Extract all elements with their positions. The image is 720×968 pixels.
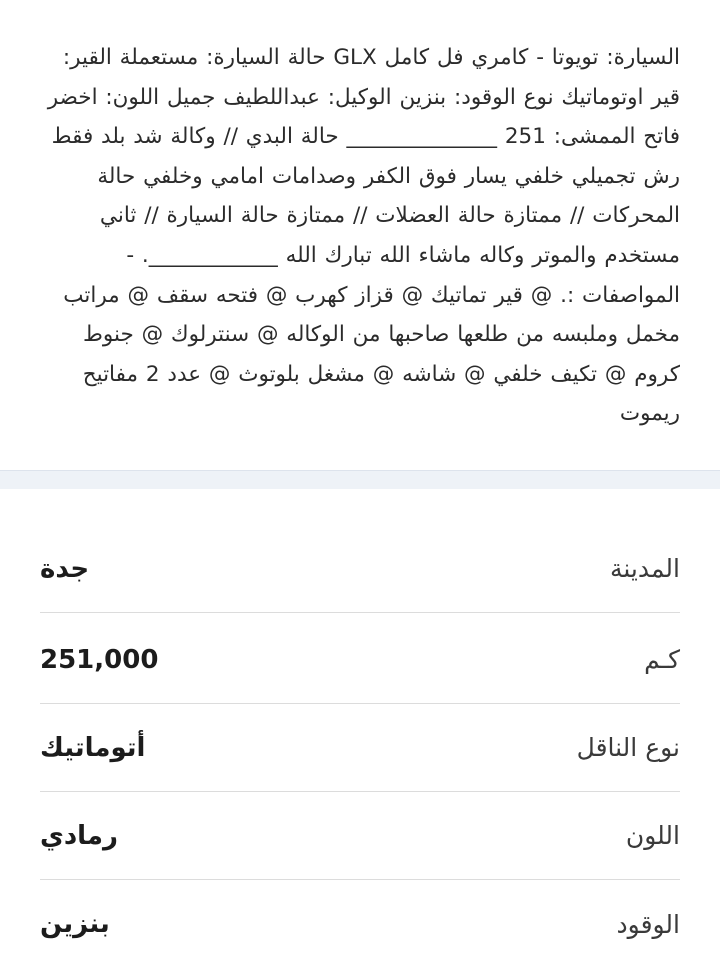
spec-row-city <box>40 525 680 613</box>
section-divider <box>0 470 720 489</box>
spec-label-mileage: كـم <box>644 645 680 674</box>
specs-table <box>0 489 720 965</box>
spec-value-mileage: 251,000 <box>40 644 159 675</box>
spec-label-transmission: نوع الناقل <box>576 733 680 762</box>
spec-row-color <box>40 792 680 880</box>
listing-description: السيارة: تويوتا - كامري فل كامل GLX حالة السيارة: مستعملة القير: قير اوتوماتيك نوع الوقود: بنزين الوكيل: عبداللطيف جميل اللون: اخضر فاتح الممشى: 251 ______________ حالة البدي // وكالة شد بلد فقط رش تجميلي خلفي يسار فوق الكفر وصدامات امامي وخلفي حالة المحركات // ممتازة حالة العضلات // ممتازة حالة السيارة // ثاني مستخدم والموتر وكاله ماشاء الله تبارك الله ____________. - المواصفات :. @ قير تماتيك @ قزاز كهرب @ فتحه سقف @ مراتب مخمل وملبسه من طلعها صاحبها من الوكاله @ سنترلوك @ جنوط كروم @ تكيف خلفي @ شاشه @ مشغل بلوتوث @ عدد 2 مفاتيح ريموت <box>47 45 680 427</box>
spec-value-fuel: بنزين <box>40 909 110 939</box>
spec-value-color: رمادي <box>40 820 118 851</box>
spec-value-city: جدة <box>40 553 90 584</box>
spec-label-color: اللون <box>625 821 680 850</box>
spec-label-fuel: الوقود <box>616 909 680 939</box>
spec-label-city: المدينة <box>609 554 680 583</box>
listing-description-card <box>0 0 720 470</box>
spec-row-fuel <box>40 880 680 968</box>
spec-row-mileage <box>40 616 680 704</box>
spec-row-transmission <box>40 704 680 792</box>
spec-value-transmission: أتوماتيك <box>40 732 146 763</box>
